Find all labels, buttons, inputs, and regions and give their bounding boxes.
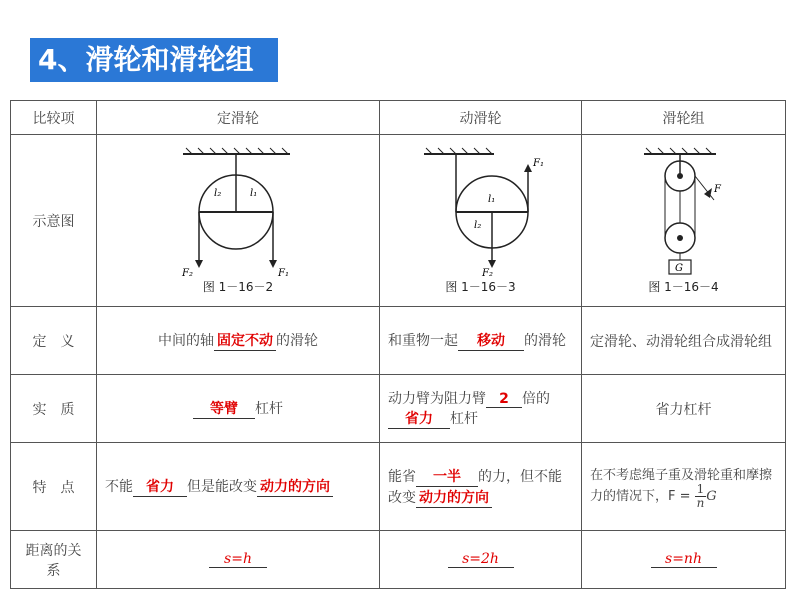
fraction-numerator: 1 xyxy=(696,481,705,496)
essence-fixed xyxy=(97,375,380,443)
definition-fixed-pre: 中间的轴 xyxy=(158,333,214,349)
fixed-pulley-figure xyxy=(178,146,298,278)
header-fixed-pulley: 定滑轮 xyxy=(97,101,380,135)
feature-movable-answer1: 一半 xyxy=(416,466,478,487)
l2-label: l₂ xyxy=(214,188,222,199)
header-pulley-group: 滑轮组 xyxy=(582,101,786,135)
distance-row xyxy=(11,531,786,589)
l1-label: l₁ xyxy=(250,188,258,199)
definition-fixed-post: 的滑轮 xyxy=(276,333,318,349)
fraction-one-over-n xyxy=(695,483,707,510)
feature-fixed-pre: 不能 xyxy=(105,479,133,495)
feature-group-g: G xyxy=(706,488,717,504)
definition-row xyxy=(11,307,786,375)
feature-fixed xyxy=(97,443,380,531)
pulley-comparison-table xyxy=(10,100,786,589)
feature-movable-pre: 能省 xyxy=(388,468,416,485)
distance-movable xyxy=(380,531,582,589)
definition-fixed-answer: 固定不动 xyxy=(214,330,276,351)
definition-group: 定滑轮、动滑轮组合成滑轮组 xyxy=(582,307,786,375)
row-label-distance: 距离的关系 xyxy=(11,531,97,589)
definition-movable-post: 的滑轮 xyxy=(524,333,566,349)
f1-label-movable: F₁ xyxy=(532,158,544,169)
feature-movable-mid: 的力，但不能改变 xyxy=(388,468,562,506)
feature-movable xyxy=(380,443,582,531)
f1-label: F₁ xyxy=(278,268,289,278)
essence-row xyxy=(11,375,786,443)
header-movable-pulley: 动滑轮 xyxy=(380,101,582,135)
diagram-row xyxy=(11,135,786,307)
l1-label-movable: l₁ xyxy=(487,194,495,205)
movable-pulley-diagram xyxy=(380,135,582,307)
feature-fixed-answer1: 省力 xyxy=(133,476,187,497)
essence-movable-answer1: 2 xyxy=(486,391,522,408)
feature-fixed-answer2: 动力的方向 xyxy=(257,476,333,497)
row-label-definition: 定 义 xyxy=(11,307,97,375)
fixed-pulley-diagram xyxy=(97,135,380,307)
feature-group xyxy=(582,443,786,531)
essence-movable-answer2: 省力 xyxy=(388,408,450,429)
definition-movable xyxy=(380,307,582,375)
distance-movable-answer: s=2h xyxy=(448,551,514,568)
distance-fixed xyxy=(97,531,380,589)
pulley-group-figure xyxy=(634,146,734,278)
header-row xyxy=(11,101,786,135)
distance-group-answer: s=nh xyxy=(651,551,717,568)
row-label-feature: 特 点 xyxy=(11,443,97,531)
essence-movable-post: 杠杆 xyxy=(450,411,478,427)
f2-label: F₂ xyxy=(182,268,193,278)
movable-caption: 图 1－16－3 xyxy=(445,280,516,294)
fixed-caption: 图 1－16－2 xyxy=(202,280,274,294)
distance-group xyxy=(582,531,786,589)
row-label-essence: 实 质 xyxy=(11,375,97,443)
header-compare: 比较项 xyxy=(11,101,97,135)
fraction-denominator: n xyxy=(696,495,705,510)
g-label-group: G xyxy=(674,263,683,274)
essence-group: 省力杠杆 xyxy=(582,375,786,443)
f2-label-movable: F₂ xyxy=(481,268,493,278)
feature-group-text: 在不考虑绳子重及滑轮重和摩擦力的情况下，F = xyxy=(590,467,773,504)
l2-label-movable: l₂ xyxy=(473,220,481,231)
feature-row xyxy=(11,443,786,531)
section-title: 4、滑轮和滑轮组 xyxy=(30,38,278,82)
definition-movable-answer: 移动 xyxy=(458,330,524,351)
movable-pulley-figure xyxy=(416,146,546,278)
definition-fixed xyxy=(97,307,380,375)
f-label-group: F xyxy=(713,184,721,195)
pulley-group-diagram xyxy=(582,135,786,307)
group-caption: 图 1－16－4 xyxy=(648,280,719,294)
feature-fixed-mid: 但是能改变 xyxy=(187,479,257,495)
row-label-diagram: 示意图 xyxy=(11,135,97,307)
essence-movable-mid: 倍的 xyxy=(522,391,550,407)
essence-fixed-answer: 等臂 xyxy=(193,398,255,419)
distance-fixed-answer: s=h xyxy=(209,551,267,568)
definition-movable-pre: 和重物一起 xyxy=(388,333,458,349)
essence-fixed-post: 杠杆 xyxy=(255,401,283,417)
essence-movable-pre: 动力臂为阻力臂 xyxy=(388,391,486,407)
essence-movable xyxy=(380,375,582,443)
feature-movable-answer2: 动力的方向 xyxy=(416,487,492,508)
